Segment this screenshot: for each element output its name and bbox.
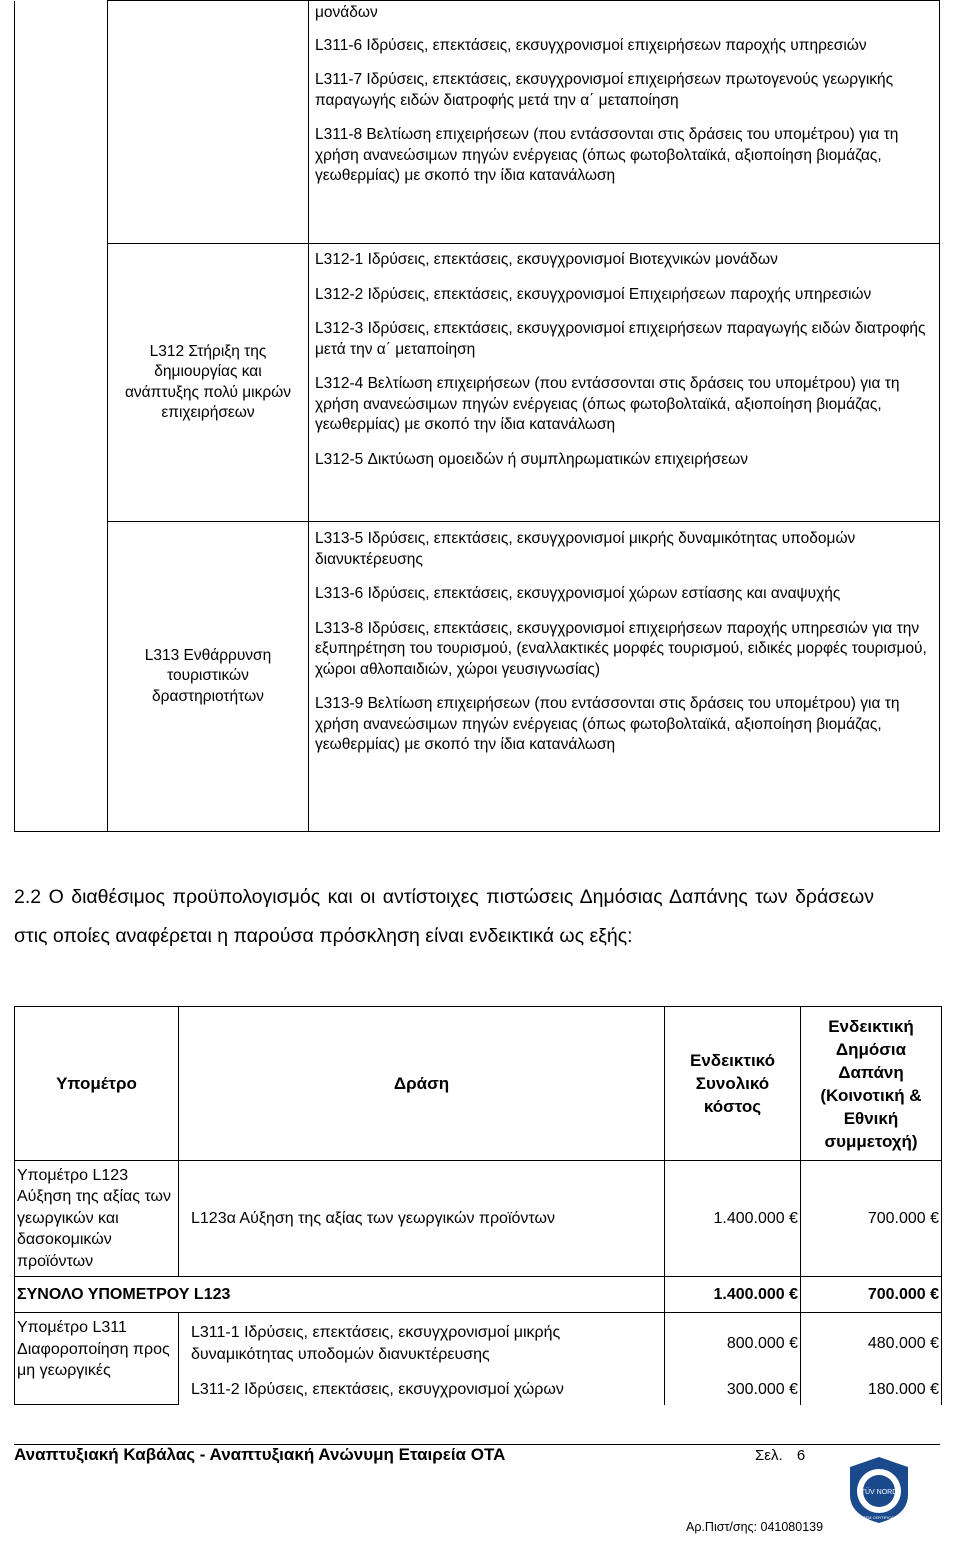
column-header: Ενδεικτική Δημόσια Δαπάνη (Κοινοτική & Εθνική συμμετοχή) [801,1007,942,1161]
section-paragraph [14,878,874,956]
total-cost-cell: 1.400.000 € [665,1161,801,1277]
subtotal-public: 700.000 € [801,1277,942,1313]
total-cost-cell: 300.000 € [665,1375,801,1405]
subtotal-row [15,1277,942,1313]
footer-company: Αναπτυξιακή Καβάλας - Αναπτυξιακή Ανώνυμη Εταιρεία ΟΤΑ [14,1445,506,1464]
budget-table [14,1006,942,1405]
action-entry: L311-8 Βελτίωση επιχειρήσεων (που εντάσσονται στις δράσεις του υπομέτρου) για τη χρήση ανανεώσιμων πηγών ενέργειας (όπως φωτοβολταϊκά, αξιοποίηση βιομάζας, γεωθερμίας) με σκοπό την ίδια κατανάλωση [315,126,899,184]
action-entry: L311-6 Ιδρύσεις, επεκτάσεις, εκσυγχρονισμοί επιχειρήσεων παροχής υπηρεσιών [315,36,867,54]
subtotal-label: ΣΥΝΟΛΟ ΥΠΟΜΕΤΡΟΥ L123 [15,1277,665,1313]
public-cost-cell: 700.000 € [801,1161,942,1277]
action-entry: L313-6 Ιδρύσεις, επεκτάσεις, εκσυγχρονισμοί χώρων εστίασης και αναψυχής [315,585,841,602]
footer-page [755,1447,805,1464]
page-label: Σελ. [755,1447,783,1464]
certification-logo-icon [846,1455,912,1525]
column-header: Υπομέτρο [15,1007,179,1161]
section-text: Ο διαθέσιμος προϋπολογισμός και οι αντίστοιχες πιστώσεις Δημόσιας Δαπάνης των δράσεων στις οποίες αναφέρεται η παρούσα πρόσκληση είναι ενδεικτικά ως εξής: [14,886,874,947]
action-entry: L312-5 Δικτύωση ομοειδών ή συμπληρωματικών επιχειρήσεων [315,450,748,468]
action-entry: L313-5 Ιδρύσεις, επεκτάσεις, εκσυγχρονισμοί μικρής δυναμικότητας υποδομών διανυκτέρευσης [315,530,856,568]
total-cost-cell: 800.000 € [665,1313,801,1375]
page-number: 6 [796,1447,806,1464]
column-header: Δράση [179,1007,665,1161]
subtotal-total: 1.400.000 € [665,1277,801,1313]
table-row [15,522,940,832]
action-cell: L311-1 Ιδρύσεις, επεκτάσεις, εκσυγχρονισμοί μικρής δυναμικότητας υποδομών διανυκτέρευσης [179,1313,665,1375]
table-row [15,1161,942,1277]
actions-table [14,0,940,832]
action-entry: L311-7 Ιδρύσεις, επεκτάσεις, εκσυγχρονισμοί επιχειρήσεων πρωτογενούς γεωργικής παραγωγής ειδών διατροφής μετά την α΄ μεταποίηση [315,71,894,109]
measure-cell: Υπομέτρο L123 Αύξηση της αξίας των γεωργικών και δασοκομικών προϊόντων [15,1161,179,1277]
table-row [15,1,940,244]
measure-cell [108,1,309,244]
public-cost-cell: 480.000 € [801,1313,942,1375]
action-entry: L312-1 Ιδρύσεις, επεκτάσεις, εκσυγχρονισμοί Βιοτεχνικών μονάδων [315,251,778,268]
action-entry: L313-8 Ιδρύσεις, επεκτάσεις, εκσυγχρονισμοί επιχειρήσεων παροχής υπηρεσιών για την εξυπηρέτηση του τουρισμού, (εναλλακτικές μορφές τουρισμού, ειδικές μορφές τουρισμού, χώροι αθλοπαιδιών, χώροι γευσιγνωσίας) [315,619,927,678]
table-header-row [15,1007,942,1161]
section-number: 2.2 [14,886,42,908]
action-entry: L312-3 Ιδρύσεις, επεκτάσεις, εκσυγχρονισμοί επιχειρήσεων παραγωγής ειδών διατροφής μετά την α΄ μεταποίηση [315,320,926,358]
svg-text:TÜV NORD: TÜV NORD [860,1489,898,1496]
action-entry: L312-4 Βελτίωση επιχειρήσεων (που εντάσσονται στις δράσεις του υπομέτρου) για τη χρήση ανανεώσιμων πηγών ενέργειας (όπως φωτοβολταϊκά, αξιοποίηση βιομάζας, γεωθερμίας) με σκοπό την ίδια κατανάλωση [315,375,900,433]
column-header: Ενδεικτικό Συνολικό κόστος [665,1007,801,1161]
action-entry: μονάδων [315,4,378,21]
action-entry: L313-9 Βελτίωση επιχειρήσεων (που εντάσσονται στις δράσεις του υπομέτρου) για τη χρήση ανανεώσιμων πηγών ενέργειας (όπως φωτοβολταϊκά, αξιοποίηση βιομάζας, γεωθερμίας) με σκοπό την ίδια κατανάλωση [315,695,900,753]
measure-cell: L313 Ενθάρρυνση τουριστικών δραστηριοτήτων [108,522,309,832]
action-cell: L311-2 Ιδρύσεις, επεκτάσεις, εκσυγχρονισμοί χώρων [179,1375,665,1405]
public-cost-cell: 180.000 € [801,1375,942,1405]
svg-text:SYSTEM CERTIFICATION: SYSTEM CERTIFICATION [855,1515,903,1520]
table-row [15,244,940,522]
measure-cell: L312 Στήριξη της δημιουργίας και ανάπτυξης πολύ μικρών επιχειρήσεων [108,244,309,522]
action-entry: L312-2 Ιδρύσεις, επεκτάσεις, εκσυγχρονισμοί Επιχειρήσεων παροχής υπηρεσιών [315,285,872,303]
action-cell: L123α Αύξηση της αξίας των γεωργικών προϊόντων [179,1161,665,1277]
measure-cell: Υπομέτρο L311 Διαφοροποίηση προς μη γεωργικές [15,1313,179,1405]
table-row [15,1313,942,1375]
certificate-number: Αρ.Πιστ/σης: 041080139 [686,1520,824,1534]
